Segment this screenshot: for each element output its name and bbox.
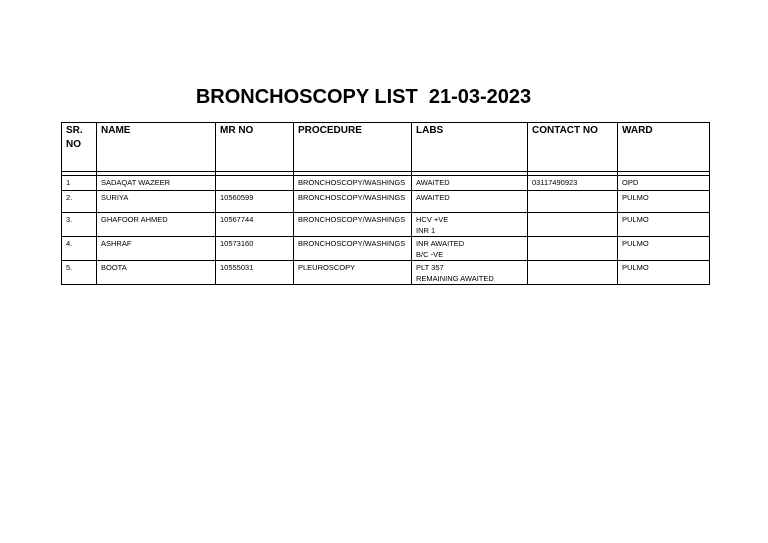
cell-sr: 3. [62, 213, 97, 237]
cell-contact-no [528, 213, 618, 237]
cell-sr: 5. [62, 261, 97, 285]
cell-name: SADAQAT WAZEER [97, 176, 216, 191]
cell-sr: 2. [62, 191, 97, 213]
labs-line: AWAITED [416, 178, 450, 187]
table-row [62, 176, 710, 191]
cell-sr: 1 [62, 176, 97, 191]
labs-line: REMAINING AWAITED [416, 274, 494, 283]
cell-labs [412, 191, 528, 213]
cell-labs [412, 176, 528, 191]
cell-name: BOOTA [97, 261, 216, 285]
table-row [62, 213, 710, 237]
labs-line: AWAITED [416, 193, 450, 202]
labs-line: INR AWAITED [416, 239, 465, 248]
cell-contact-no [528, 261, 618, 285]
table-row [62, 191, 710, 213]
cell-mr-no: 10555031 [216, 261, 294, 285]
labs-line: INR 1 [416, 226, 436, 235]
header-ward: WARD [618, 123, 710, 172]
cell-procedure: BRONCHOSCOPY/WASHINGS [294, 237, 412, 261]
cell-name: SURIYA [97, 191, 216, 213]
header-labs: LABS [412, 123, 528, 172]
cell-labs [412, 237, 528, 261]
header-mr-no: MR NO [216, 123, 294, 172]
labs-line: B/C -VE [416, 250, 444, 259]
document-title: BRONCHOSCOPY LIST 21-03-2023 [195, 86, 532, 108]
table-row [62, 237, 710, 261]
header-contact-no: CONTACT NO [528, 123, 618, 172]
bronchoscopy-table [61, 122, 710, 285]
cell-ward: PULMO [618, 261, 710, 285]
cell-ward: PULMO [618, 213, 710, 237]
cell-procedure: BRONCHOSCOPY/WASHINGS [294, 176, 412, 191]
cell-labs [412, 213, 528, 237]
cell-contact-no: 03117490923 [528, 176, 618, 191]
cell-name: GHAFOOR AHMED [97, 213, 216, 237]
cell-mr-no [216, 176, 294, 191]
cell-name: ASHRAF [97, 237, 216, 261]
cell-ward: PULMO [618, 191, 710, 213]
labs-line: PLT 357 [416, 263, 444, 272]
cell-contact-no [528, 237, 618, 261]
labs-line: HCV +VE [416, 215, 449, 224]
header-sr-line1: SR. [66, 125, 83, 136]
cell-procedure: PLEUROSCOPY [294, 261, 412, 285]
cell-procedure: BRONCHOSCOPY/WASHINGS [294, 213, 412, 237]
header-name: NAME [97, 123, 216, 172]
table-row [62, 261, 710, 285]
header-row [62, 123, 710, 172]
cell-ward: OPD [618, 176, 710, 191]
header-sr-line2: NO [66, 139, 81, 150]
cell-labs [412, 261, 528, 285]
header-procedure: PROCEDURE [294, 123, 412, 172]
cell-mr-no: 10567744 [216, 213, 294, 237]
cell-sr: 4. [62, 237, 97, 261]
cell-mr-no: 10560599 [216, 191, 294, 213]
cell-ward: PULMO [618, 237, 710, 261]
cell-procedure: BRONCHOSCOPY/WASHINGS [294, 191, 412, 213]
cell-contact-no [528, 191, 618, 213]
cell-mr-no: 10573160 [216, 237, 294, 261]
header-sr-no [62, 123, 97, 172]
